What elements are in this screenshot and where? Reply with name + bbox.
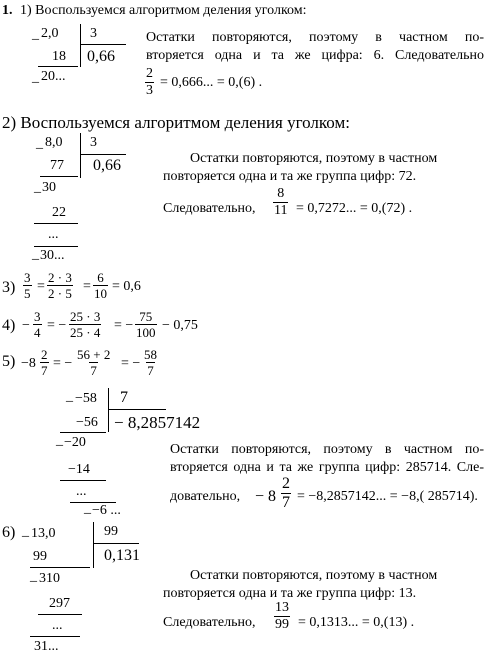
task2-sled: Следовательно, <box>163 201 256 216</box>
quotient: 0,66 <box>93 157 121 174</box>
quotient: 0,131 <box>104 547 140 564</box>
fraction: $\frac{13}{99}$ <box>275 600 289 632</box>
subtrahend: 18 <box>52 49 66 64</box>
ellipsis: ... <box>76 484 87 499</box>
fraction: $\frac{2}{7}$ <box>282 475 290 511</box>
subtrahend: 22 <box>52 205 66 220</box>
remainder: 30 <box>42 180 56 195</box>
problem-number: 1. <box>2 3 13 18</box>
whole-part: −8 <box>21 356 36 371</box>
task6-label: 6) <box>2 524 16 541</box>
dividend: 13,0 <box>31 526 56 541</box>
divisor: 99 <box>104 524 118 539</box>
dividend: −58 <box>75 391 97 406</box>
task1-note-line1: Остатки повторяются, поэтому в частном по- <box>146 30 484 45</box>
quotient: 0,66 <box>87 48 115 65</box>
fraction: $\frac{2}{7}$ <box>41 347 48 378</box>
task5-result: = −8,2857142... = −8,( 285714). <box>297 489 478 504</box>
task3-label: 3) <box>2 279 16 296</box>
task3-tail: = 0,6 <box>112 279 141 294</box>
quotient: − 8,2857142 <box>114 413 201 432</box>
task5-note-line3: довательно, <box>170 489 241 504</box>
subtrahend: 99 <box>33 549 47 564</box>
task5-note-line1: Остатки повторяются, поэтому в частном по- <box>170 442 484 457</box>
ellipsis: ... <box>48 227 59 242</box>
dividend: 2,0 <box>41 26 59 41</box>
fraction: $\frac{25 \cdot 3}{25 \cdot 4}$ <box>70 309 101 340</box>
fraction: $\frac{6}{10}$ <box>94 270 107 301</box>
task6-result: = 0,1313... = 0,(13) . <box>298 615 415 630</box>
task1-result: = 0,666... = 0,(6) . <box>160 75 263 90</box>
fraction: $\frac{2}{3}$ <box>146 66 153 98</box>
task2-heading: 2) Воспользуемся алгоритмом деления уголком: <box>2 113 350 132</box>
remainder: 31... <box>34 639 59 654</box>
task6-sled: Следовательно, <box>163 615 256 630</box>
whole-part: − 8 <box>255 488 277 505</box>
task2-note-line1: Остатки повторяются, поэтому в частном <box>190 151 438 166</box>
remainder: 310 <box>39 571 60 586</box>
task2-result: = 0,7272... = 0,(72) . <box>296 201 413 216</box>
dividend: 8,0 <box>45 135 63 150</box>
fraction: $\frac{2 \cdot 3}{2 \cdot 5}$ <box>48 270 72 301</box>
task5-note-line2: вторяется одна и та же группа цифр: 285714. Сле- <box>170 460 484 475</box>
remainder: −20 <box>64 435 86 450</box>
divisor: 3 <box>90 26 97 41</box>
task4-label: 4) <box>2 317 16 334</box>
task5-label: 5) <box>2 353 16 370</box>
task2-note-line2: повторяется одна и та же группа цифр: 72. <box>163 169 417 184</box>
remainder: 20... <box>41 69 66 84</box>
subtrahend: −14 <box>68 462 90 477</box>
divisor: 3 <box>90 135 97 150</box>
task6-note-line1: Остатки повторяются, поэтому в частном <box>190 568 438 583</box>
subtrahend: 77 <box>50 158 64 173</box>
divisor: 7 <box>120 389 128 406</box>
fraction: $\frac{8}{11}$ <box>274 186 288 218</box>
fraction: $\frac{3}{4}$ <box>34 309 41 340</box>
subtrahend: −56 <box>76 415 98 430</box>
fraction: $\frac{75}{100}$ <box>136 309 156 340</box>
fraction: $\frac{56 + 2}{7}$ <box>77 347 111 378</box>
task1-note-line2: вторяется одна и та же цифра: 6. Следовательно <box>146 48 484 63</box>
task6-note-line2: повторяется одна и та же группа цифр: 13. <box>163 586 417 601</box>
subtrahend: 297 <box>49 596 70 611</box>
fraction: $\frac{58}{7}$ <box>144 347 157 378</box>
remainder: −6 ... <box>92 503 121 518</box>
fraction: $\frac{3}{5}$ <box>24 270 31 301</box>
ellipsis: ... <box>52 618 63 633</box>
task1-heading: 1) Воспользуемся алгоритмом деления уголком: <box>20 3 307 18</box>
remainder: 30... <box>40 248 65 263</box>
task4-tail: − 0,75 <box>162 318 198 333</box>
